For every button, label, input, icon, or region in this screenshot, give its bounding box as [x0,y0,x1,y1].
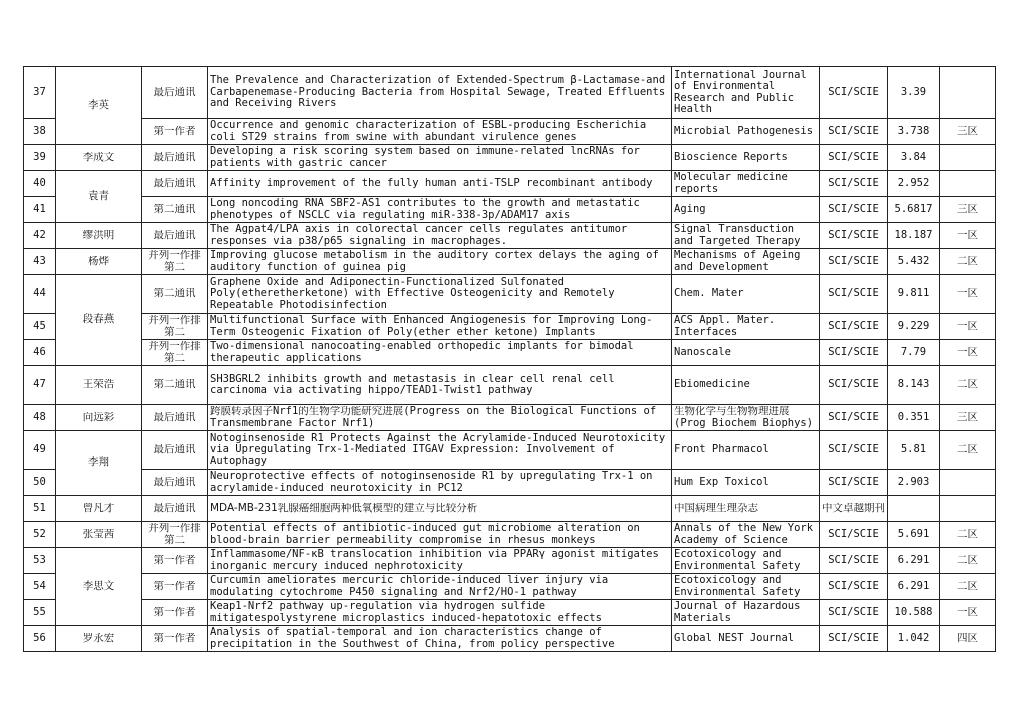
journal-name: Aging [672,197,820,223]
row-number: 45 [24,314,56,340]
author-name: 袁青 [56,171,142,223]
row-number: 42 [24,223,56,249]
table-row [24,340,996,366]
journal-name: 中国病理生理杂志 [672,496,820,522]
index-type: SCI/SCIE [820,600,888,626]
table-row [24,431,996,470]
journal-name: Molecular medicine reports [672,171,820,197]
table-row [24,249,996,275]
journal-zone: 一区 [940,600,996,626]
row-number: 53 [24,548,56,574]
row-number: 55 [24,600,56,626]
table-row [24,67,996,119]
impact-factor: 9.229 [888,314,940,340]
paper-title: Affinity improvement of the fully human anti-TSLP recombinant antibody [208,171,672,197]
author-role: 并列一作排第二 [142,314,208,340]
table-row [24,470,996,496]
author-role: 最后通讯 [142,470,208,496]
author-name: 缪洪明 [56,223,142,249]
paper-title: Occurrence and genomic characterization of ESBL-producing Escherichia coli ST29 strains from swine with abundant virulence genes [208,119,672,145]
journal-name: Chem. Mater [672,275,820,314]
impact-factor [888,496,940,522]
row-number: 50 [24,470,56,496]
index-type: SCI/SCIE [820,522,888,548]
author-role: 第二通讯 [142,197,208,223]
author-name: 罗永宏 [56,626,142,652]
author-role: 最后通讯 [142,496,208,522]
table-row [24,574,996,600]
author-role: 最后通讯 [142,145,208,171]
journal-name: Global NEST Journal [672,626,820,652]
table-row [24,548,996,574]
table-row [24,522,996,548]
journal-zone: 二区 [940,431,996,470]
journal-name: Annals of the New York Academy of Science [672,522,820,548]
author-role: 第一作者 [142,574,208,600]
index-type: SCI/SCIE [820,405,888,431]
journal-zone: 三区 [940,405,996,431]
author-name: 向远彩 [56,405,142,431]
index-type: SCI/SCIE [820,197,888,223]
author-role: 最后通讯 [142,431,208,470]
row-number: 48 [24,405,56,431]
author-name: 张莹茜 [56,522,142,548]
paper-title: The Agpat4/LPA axis in colorectal cancer cells regulates antitumor responses via p38/p65 signaling in macrophages. [208,223,672,249]
journal-zone: 四区 [940,626,996,652]
author-name: 王荣浩 [56,366,142,405]
journal-name: International Journal of Environmental Research and Public Health [672,67,820,119]
author-name: 曾凡才 [56,496,142,522]
author-role: 第二通讯 [142,275,208,314]
author-role: 最后通讯 [142,67,208,119]
paper-title: Inflammasome/NF-κB translocation inhibition via PPARγ agonist mitigates inorganic mercury induced nephrotoxicity [208,548,672,574]
paper-title: Graphene Oxide and Adiponectin-Functionalized Sulfonated Poly(etheretherketone) with Effective Osteogenicity and Remotely Repeatable Photodisinfection [208,275,672,314]
impact-factor: 2.903 [888,470,940,496]
author-role: 最后通讯 [142,223,208,249]
impact-factor: 3.738 [888,119,940,145]
journal-name: Hum Exp Toxicol [672,470,820,496]
paper-title: SH3BGRL2 inhibits growth and metastasis in clear cell renal cell carcinoma via activating hippo/TEAD1-Twist1 pathway [208,366,672,405]
impact-factor: 0.351 [888,405,940,431]
paper-title: Two-dimensional nanocoating-enabled orthopedic implants for bimodal therapeutic applications [208,340,672,366]
table-row [24,275,996,314]
row-number: 52 [24,522,56,548]
journal-name: Signal Transduction and Targeted Therapy [672,223,820,249]
row-number: 46 [24,340,56,366]
table-row [24,366,996,405]
journal-name: Bioscience Reports [672,145,820,171]
row-number: 37 [24,67,56,119]
impact-factor: 5.691 [888,522,940,548]
table-row [24,197,996,223]
journal-zone: 一区 [940,275,996,314]
journal-zone [940,171,996,197]
impact-factor: 2.952 [888,171,940,197]
journal-zone: 二区 [940,574,996,600]
row-number: 49 [24,431,56,470]
row-number: 47 [24,366,56,405]
journal-name: Microbial Pathogenesis [672,119,820,145]
journal-name: Front Pharmacol [672,431,820,470]
table-row [24,223,996,249]
row-number: 39 [24,145,56,171]
index-type: SCI/SCIE [820,145,888,171]
author-name: 李英 [56,67,142,145]
journal-zone: 一区 [940,223,996,249]
author-name: 李思文 [56,548,142,626]
journal-name: Mechanisms of Ageing and Development [672,249,820,275]
paper-title: Notoginsenoside R1 Protects Against the Acrylamide-Induced Neurotoxicity via Upregulating Trx-1-Mediated ITGAV Expression: Involvement of Autophagy [208,431,672,470]
author-role: 第一作者 [142,600,208,626]
author-role: 第一作者 [142,119,208,145]
index-type: SCI/SCIE [820,314,888,340]
index-type: SCI/SCIE [820,249,888,275]
journal-zone [940,67,996,119]
index-type: SCI/SCIE [820,171,888,197]
author-role: 并列一作排第二 [142,340,208,366]
author-role: 最后通讯 [142,171,208,197]
index-type: SCI/SCIE [820,119,888,145]
index-type: SCI/SCIE [820,67,888,119]
paper-title: MDA-MB-231乳腺癌细胞两种低氧模型的建立与比较分析 [208,496,672,522]
impact-factor: 5.6817 [888,197,940,223]
author-name: 杨烨 [56,249,142,275]
row-number: 54 [24,574,56,600]
table-row [24,496,996,522]
author-role: 并列一作排第二 [142,522,208,548]
journal-name: ACS Appl. Mater. Interfaces [672,314,820,340]
paper-title: Improving glucose metabolism in the auditory cortex delays the aging of auditory function of guinea pig [208,249,672,275]
author-name: 李成文 [56,145,142,171]
journal-zone: 二区 [940,548,996,574]
row-number: 41 [24,197,56,223]
impact-factor: 5.81 [888,431,940,470]
journal-zone [940,496,996,522]
paper-title: Developing a risk scoring system based on immune-related lncRNAs for patients with gastric cancer [208,145,672,171]
journal-zone: 一区 [940,340,996,366]
journal-name: Nanoscale [672,340,820,366]
paper-title: Curcumin ameliorates mercuric chloride-induced liver injury via modulating cytochrome P450 signaling and Nrf2/HO-1 pathway [208,574,672,600]
paper-title: Keap1-Nrf2 pathway up-regulation via hydrogen sulfide mitigatespolystyrene microplastics induced-hepatotoxic effects [208,600,672,626]
publication-table [23,66,996,652]
paper-title: Long noncoding RNA SBF2-AS1 contributes to the growth and metastatic phenotypes of NSCLC via regulating miR-338-3p/ADAM17 axis [208,197,672,223]
journal-zone: 三区 [940,197,996,223]
impact-factor: 3.84 [888,145,940,171]
index-type: SCI/SCIE [820,431,888,470]
paper-title: Neuroprotective effects of notoginsenoside R1 by upregulating Trx-1 on acrylamide-induced neurotoxicity in PC12 [208,470,672,496]
row-number: 44 [24,275,56,314]
impact-factor: 8.143 [888,366,940,405]
impact-factor: 6.291 [888,574,940,600]
table-row [24,600,996,626]
impact-factor: 10.588 [888,600,940,626]
journal-name: 生物化学与生物物理进展(Prog Biochem Biophys) [672,405,820,431]
journal-name: Journal of Hazardous Materials [672,600,820,626]
journal-name: Ebiomedicine [672,366,820,405]
author-name: 段春燕 [56,275,142,366]
paper-title: Potential effects of antibiotic-induced gut microbiome alteration on blood-brain barrier permeability compromise in rhesus monkeys [208,522,672,548]
paper-title: Analysis of spatial-temporal and ion characteristics change of precipitation in the Southwest of China, from policy perspective [208,626,672,652]
author-role: 第一作者 [142,548,208,574]
journal-zone: 三区 [940,119,996,145]
impact-factor: 6.291 [888,548,940,574]
index-type: 中文卓越期刊 [820,496,888,522]
journal-zone [940,145,996,171]
table-row [24,405,996,431]
table-row [24,145,996,171]
author-role: 并列一作排第二 [142,249,208,275]
table-row [24,314,996,340]
index-type: SCI/SCIE [820,470,888,496]
journal-name: Ecotoxicology and Environmental Safety [672,548,820,574]
index-type: SCI/SCIE [820,548,888,574]
row-number: 43 [24,249,56,275]
index-type: SCI/SCIE [820,275,888,314]
index-type: SCI/SCIE [820,626,888,652]
author-name: 李翔 [56,431,142,496]
table-row [24,171,996,197]
table-row [24,626,996,652]
row-number: 38 [24,119,56,145]
index-type: SCI/SCIE [820,366,888,405]
row-number: 40 [24,171,56,197]
author-role: 第二通讯 [142,366,208,405]
table-row [24,119,996,145]
impact-factor: 9.811 [888,275,940,314]
paper-title: The Prevalence and Characterization of Extended-Spectrum β-Lactamase-and Carbapenemase-Producing Bacteria from Hospital Sewage, Treated Effluents and Receiving Rivers [208,67,672,119]
impact-factor: 3.39 [888,67,940,119]
journal-name: Ecotoxicology and Environmental Safety [672,574,820,600]
index-type: SCI/SCIE [820,574,888,600]
author-role: 最后通讯 [142,405,208,431]
journal-zone: 一区 [940,314,996,340]
row-number: 56 [24,626,56,652]
impact-factor: 5.432 [888,249,940,275]
journal-zone [940,470,996,496]
index-type: SCI/SCIE [820,340,888,366]
paper-title: Multifunctional Surface with Enhanced Angiogenesis for Improving Long-Term Osteogenic Fixation of Poly(ether ether ketone) Implants [208,314,672,340]
journal-zone: 二区 [940,249,996,275]
author-role: 第一作者 [142,626,208,652]
journal-zone: 二区 [940,366,996,405]
row-number: 51 [24,496,56,522]
impact-factor: 7.79 [888,340,940,366]
index-type: SCI/SCIE [820,223,888,249]
paper-title: 跨膜转录因子Nrf1的生物学功能研究进展(Progress on the Biological Functions of Transmembrane Factor Nrf1) [208,405,672,431]
impact-factor: 18.187 [888,223,940,249]
impact-factor: 1.042 [888,626,940,652]
journal-zone: 二区 [940,522,996,548]
